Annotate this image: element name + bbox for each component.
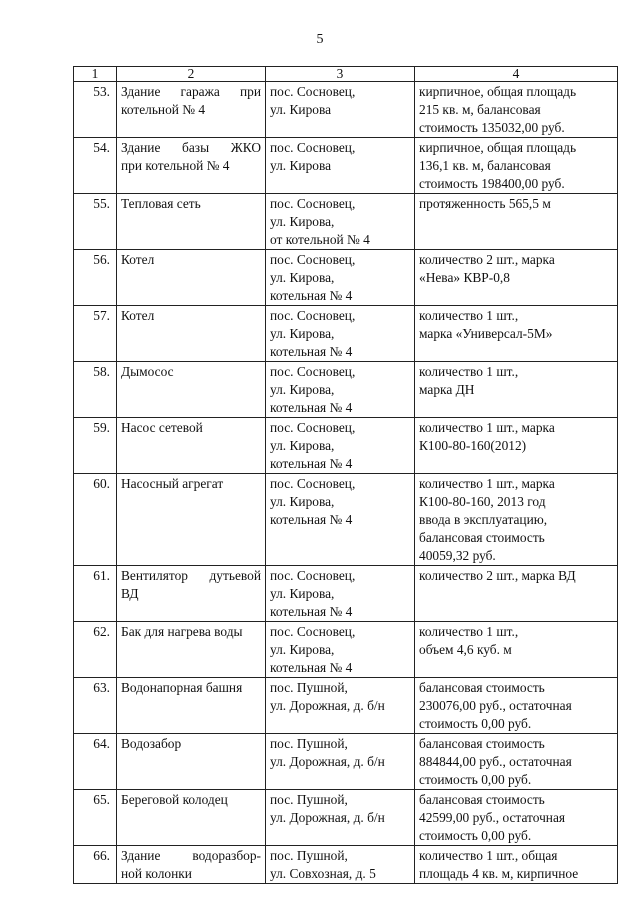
object-address-line: котельная № 4: [270, 400, 353, 415]
table-row: [74, 250, 618, 306]
object-address-line: котельная № 4: [270, 288, 353, 303]
object-description-line: площадь 4 кв. м, кирпичное: [419, 866, 579, 881]
object-description: [415, 678, 618, 734]
object-description-line: протяженность 565,5 м: [419, 196, 551, 211]
object-name: [117, 250, 266, 306]
object-name: [117, 362, 266, 418]
header-col-3: 3: [266, 67, 415, 82]
object-description-line: стоимость 198400,00 руб.: [419, 176, 565, 191]
object-address: [266, 790, 415, 846]
row-number: 61.: [74, 566, 117, 622]
object-description: [415, 846, 618, 884]
object-name-line: ВД: [121, 586, 139, 601]
row-number: 58.: [74, 362, 117, 418]
table-row: [74, 194, 618, 250]
object-description: [415, 194, 618, 250]
header-col-2: 2: [117, 67, 266, 82]
property-table: [73, 66, 618, 884]
object-description-line: количество 1 шт., общая: [419, 848, 558, 863]
object-address-line: пос. Сосновец,: [270, 140, 356, 155]
object-description-line: 230076,00 руб., остаточная: [419, 698, 572, 713]
object-description-line: 42599,00 руб., остаточная: [419, 810, 566, 825]
object-description-line: количество 1 шт.,: [419, 308, 519, 323]
object-address-line: пос. Сосновец,: [270, 196, 356, 211]
object-name-line: Вентилятор дутьевой: [121, 568, 261, 583]
object-address-line: пос. Сосновец,: [270, 364, 356, 379]
page-number: 5: [316, 32, 324, 47]
object-address-line: ул. Дорожная, д. б/н: [270, 698, 385, 713]
object-address-line: пос. Сосновец,: [270, 624, 356, 639]
object-description-line: марка «Универсал-5М»: [419, 326, 553, 341]
object-name-line: при котельной № 4: [121, 158, 230, 173]
object-description: [415, 250, 618, 306]
object-address-line: ул. Кирова,: [270, 382, 335, 397]
object-description-line: кирпичное, общая площадь: [419, 84, 577, 99]
object-description: [415, 418, 618, 474]
object-address-line: пос. Пушной,: [270, 680, 348, 695]
header-col-1: 1: [74, 67, 117, 82]
object-description: [415, 82, 618, 138]
object-name: [117, 622, 266, 678]
object-address-line: от котельной № 4: [270, 232, 370, 247]
table-row: [74, 82, 618, 138]
object-description-line: стоимость 0,00 руб.: [419, 828, 532, 843]
object-description: [415, 362, 618, 418]
table-header-row: [74, 67, 618, 82]
object-description-line: балансовая стоимость: [419, 792, 545, 807]
object-address-line: котельная № 4: [270, 604, 353, 619]
object-description-line: количество 2 шт., марка ВД: [419, 568, 576, 583]
object-address: [266, 622, 415, 678]
object-address-line: пос. Сосновец,: [270, 84, 356, 99]
object-description: [415, 734, 618, 790]
object-address-line: пос. Пушной,: [270, 792, 348, 807]
row-number: 62.: [74, 622, 117, 678]
table-row: [74, 306, 618, 362]
object-name: [117, 678, 266, 734]
table-row: [74, 678, 618, 734]
object-address-line: ул. Кирова,: [270, 642, 335, 657]
object-address-line: ул. Совхозная, д. 5: [270, 866, 376, 881]
object-description: [415, 790, 618, 846]
row-number: 66.: [74, 846, 117, 884]
object-name-line: Береговой колодец: [121, 792, 228, 807]
object-address-line: пос. Сосновец,: [270, 476, 356, 491]
object-description-line: количество 2 шт., марка: [419, 252, 555, 267]
object-description-line: «Нева» КВР-0,8: [419, 270, 510, 285]
object-address-line: котельная № 4: [270, 512, 353, 527]
table-row: [74, 474, 618, 566]
object-name-line: Водозабор: [121, 736, 182, 751]
row-number: 59.: [74, 418, 117, 474]
object-name: [117, 474, 266, 566]
object-name: [117, 306, 266, 362]
object-description: [415, 566, 618, 622]
object-address-line: пос. Сосновец,: [270, 420, 356, 435]
row-number: 63.: [74, 678, 117, 734]
object-name: [117, 82, 266, 138]
table-row: [74, 362, 618, 418]
object-address: [266, 474, 415, 566]
object-name-line: ной колонки: [121, 866, 192, 881]
object-address-line: ул. Кирова,: [270, 494, 335, 509]
header-col-4: 4: [415, 67, 618, 82]
row-number: 57.: [74, 306, 117, 362]
object-name-line: Насосный агрегат: [121, 476, 224, 491]
object-name: [117, 194, 266, 250]
object-description: [415, 474, 618, 566]
object-address: [266, 306, 415, 362]
row-number: 60.: [74, 474, 117, 566]
object-address-line: ул. Кирова,: [270, 270, 335, 285]
object-description-line: балансовая стоимость: [419, 736, 545, 751]
object-name-line: Водонапорная башня: [121, 680, 243, 695]
row-number: 56.: [74, 250, 117, 306]
object-description-line: балансовая стоимость: [419, 530, 545, 545]
object-address-line: пос. Сосновец,: [270, 568, 356, 583]
object-address-line: котельная № 4: [270, 456, 353, 471]
object-name-line: Насос сетевой: [121, 420, 203, 435]
row-number: 65.: [74, 790, 117, 846]
object-address-line: ул. Кирова,: [270, 326, 335, 341]
object-description-line: балансовая стоимость: [419, 680, 545, 695]
row-number: 55.: [74, 194, 117, 250]
object-address: [266, 678, 415, 734]
object-name-line: Дымосос: [121, 364, 174, 379]
object-name: [117, 846, 266, 884]
object-name: [117, 566, 266, 622]
row-number: 54.: [74, 138, 117, 194]
object-address-line: ул. Кирова,: [270, 438, 335, 453]
object-address-line: ул. Кирова: [270, 102, 332, 117]
table-row: [74, 790, 618, 846]
object-name-line: Тепловая сеть: [121, 196, 201, 211]
row-number: 64.: [74, 734, 117, 790]
object-address: [266, 194, 415, 250]
table-row: [74, 418, 618, 474]
object-address: [266, 362, 415, 418]
object-name: [117, 418, 266, 474]
table-row: [74, 846, 618, 884]
object-description-line: 136,1 кв. м, балансовая: [419, 158, 551, 173]
object-name-line: Здание водоразбор-: [121, 848, 261, 863]
object-description-line: количество 1 шт.,: [419, 364, 519, 379]
object-name: [117, 734, 266, 790]
object-description-line: стоимость 0,00 руб.: [419, 716, 532, 731]
object-address-line: пос. Пушной,: [270, 736, 348, 751]
object-description-line: стоимость 135032,00 руб.: [419, 120, 565, 135]
object-description-line: 40059,32 руб.: [419, 548, 496, 563]
object-address: [266, 138, 415, 194]
object-description-line: К100-80-160, 2013 год: [419, 494, 546, 509]
object-description-line: стоимость 0,00 руб.: [419, 772, 532, 787]
row-number: 53.: [74, 82, 117, 138]
object-description-line: К100-80-160(2012): [419, 438, 527, 453]
object-address-line: пос. Пушной,: [270, 848, 348, 863]
object-description-line: количество 1 шт.,: [419, 624, 519, 639]
object-name: [117, 790, 266, 846]
table-row: [74, 734, 618, 790]
object-description: [415, 622, 618, 678]
object-description-line: марка ДН: [419, 382, 475, 397]
object-address-line: пос. Сосновец,: [270, 308, 356, 323]
object-address: [266, 846, 415, 884]
object-address-line: пос. Сосновец,: [270, 252, 356, 267]
object-description: [415, 138, 618, 194]
object-name-line: Здание гаража при: [121, 84, 261, 99]
object-address-line: котельная № 4: [270, 660, 353, 675]
object-address-line: котельная № 4: [270, 344, 353, 359]
object-address-line: ул. Кирова: [270, 158, 332, 173]
object-description-line: ввода в эксплуатацию,: [419, 512, 548, 527]
object-address-line: ул. Дорожная, д. б/н: [270, 754, 385, 769]
object-description: [415, 306, 618, 362]
object-address: [266, 418, 415, 474]
object-address-line: ул. Дорожная, д. б/н: [270, 810, 385, 825]
table-row: [74, 622, 618, 678]
object-address: [266, 82, 415, 138]
object-address: [266, 250, 415, 306]
object-name-line: Здание базы ЖКО: [121, 140, 261, 155]
table-row: [74, 566, 618, 622]
object-description-line: 884844,00 руб., остаточная: [419, 754, 572, 769]
object-description-line: 215 кв. м, балансовая: [419, 102, 541, 117]
object-name-line: Котел: [121, 308, 155, 323]
object-address: [266, 734, 415, 790]
object-name: [117, 138, 266, 194]
object-name-line: Котел: [121, 252, 155, 267]
object-address-line: ул. Кирова,: [270, 586, 335, 601]
object-address-line: ул. Кирова,: [270, 214, 335, 229]
table-row: [74, 138, 618, 194]
object-description-line: кирпичное, общая площадь: [419, 140, 577, 155]
object-description-line: количество 1 шт., марка: [419, 476, 555, 491]
object-description-line: количество 1 шт., марка: [419, 420, 555, 435]
object-name-line: котельной № 4: [121, 102, 206, 117]
object-address: [266, 566, 415, 622]
object-description-line: объем 4,6 куб. м: [419, 642, 512, 657]
object-name-line: Бак для нагрева воды: [121, 624, 243, 639]
